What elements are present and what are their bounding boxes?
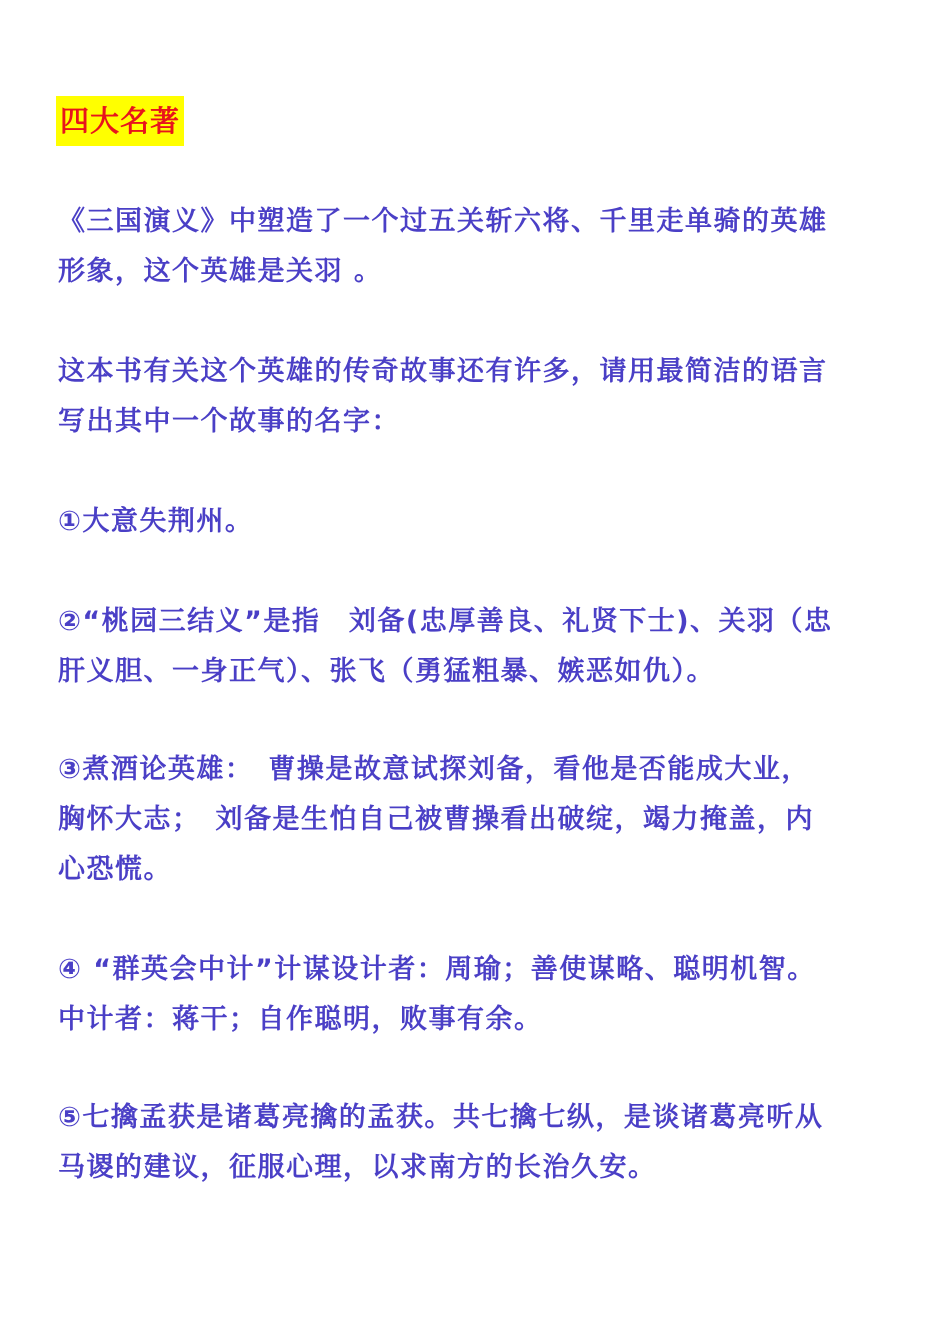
paragraph-story-2 — [58, 597, 898, 697]
text-line: 形象，这个英雄是关羽 。 — [58, 256, 383, 287]
page-title: 四大名著 — [56, 96, 184, 146]
paragraph-question — [58, 347, 898, 447]
text-line: ⑤七擒孟获是诸葛亮擒的孟获。共七擒七纵，是谈诸葛亮听从 — [58, 1102, 824, 1133]
paragraph-story-4 — [58, 945, 898, 1045]
text-line: 这本书有关这个英雄的传奇故事还有许多，请用最简洁的语言 — [58, 356, 828, 387]
text-line: 《三国演义》中塑造了一个过五关斩六将、千里走单骑的英雄 — [58, 206, 828, 237]
text-line: ①大意失荆州。 — [58, 506, 254, 537]
text-line: 胸怀大志； 刘备是生怕自己被曹操看出破绽，竭力掩盖，内 — [58, 804, 814, 835]
text-line: 写出其中一个故事的名字： — [58, 406, 400, 437]
text-line: 中计者：蒋干；自作聪明，败事有余。 — [58, 1004, 543, 1035]
paragraph-story-5 — [58, 1093, 898, 1193]
paragraph-story-3 — [58, 745, 898, 895]
text-line: 肝义胆、一身正气）、张飞（勇猛粗暴、嫉恶如仇）。 — [58, 656, 715, 687]
text-line: ②“桃园三结义”是指 刘备(忠厚善良、礼贤下士)、关羽（忠 — [58, 606, 833, 637]
paragraph-story-1 — [58, 497, 898, 547]
text-line: ④ “群英会中计”计谋设计者：周瑜；善使谋略、聪明机智。 — [58, 954, 816, 985]
text-line: 心恐慌。 — [58, 854, 172, 885]
paragraph-guan-yu-intro — [58, 197, 898, 297]
text-line: ③煮酒论英雄： 曹操是故意试探刘备，看他是否能成大业， — [58, 754, 810, 785]
text-line: 马谡的建议，征服心理，以求南方的长治久安。 — [58, 1152, 657, 1183]
